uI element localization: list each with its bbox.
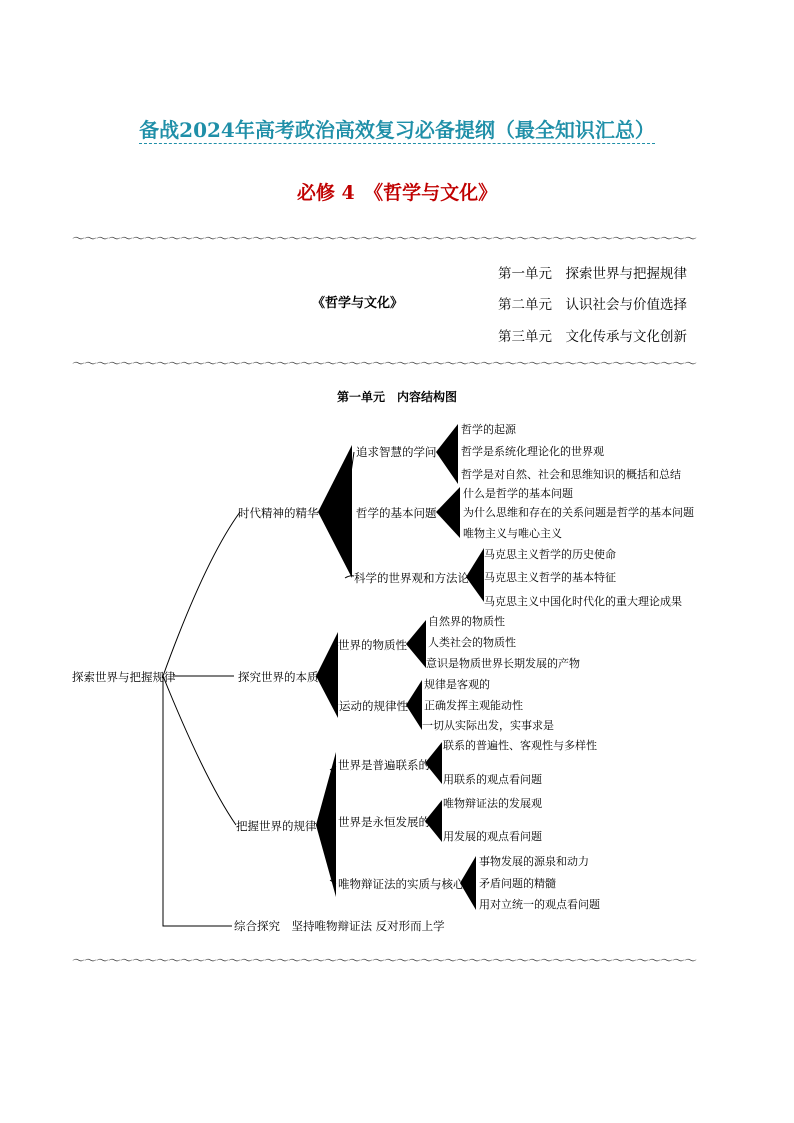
brace-essence: [316, 632, 338, 718]
wave-divider-middle: ～～～～～～～～～～～～～～～～～～～～～～～～～～～～～～～～～～～～～～～～～～～～～～～～～～～～: [72, 357, 697, 372]
leaf-material-2: 人类社会的物质性: [428, 636, 516, 649]
connector-root-law: [163, 676, 236, 825]
level1-law: 把握世界的规律: [236, 819, 317, 833]
leaf-connect-1: 联系的普遍性、客观性与多样性: [443, 739, 597, 752]
leaf-motion-3: 一切从实际出发，实事求是: [422, 719, 554, 732]
leaf-science-1: 马克思主义哲学的历史使命: [484, 548, 616, 561]
leaf-develop-1: 唯物辩证法的发展观: [443, 797, 542, 810]
brace-motion: [406, 680, 422, 730]
wave-divider-top: ～～～～～～～～～～～～～～～～～～～～～～～～～～～～～～～～～～～～～～～～～～～～～～～～～～～～: [72, 232, 697, 247]
leaf-wisdom-3: 哲学是对自然、社会和思维知识的概括和总结: [461, 468, 681, 481]
brace-basic: [436, 487, 460, 538]
document-title-text: 备战2024年高考政治高效复习必备提纲（最全知识汇总）: [139, 118, 655, 142]
brace-law: [316, 752, 336, 897]
brace-wisdom: [436, 424, 458, 484]
leaf-core-1: 事物发展的源泉和动力: [479, 855, 589, 868]
brace-era: [318, 445, 352, 578]
leaf-science-3: 马克思主义中国化时代化的重大理论成果: [484, 595, 682, 608]
leaf-material-3: 意识是物质世界长期发展的产物: [426, 657, 580, 670]
level1-essence: 探究世界的本质: [238, 670, 319, 684]
level2-basic: 哲学的基本问题: [356, 506, 437, 520]
level2-connect: 世界是普遍联系的: [338, 758, 430, 772]
wave-divider-bottom: ～～～～～～～～～～～～～～～～～～～～～～～～～～～～～～～～～～～～～～～～～～～～～～～～～～～～: [72, 954, 697, 969]
unit-item-2: 第二单元 认识社会与价值选择: [498, 297, 687, 313]
leaf-basic-3: 唯物主义与唯心主义: [463, 527, 562, 540]
level2-material: 世界的物质性: [338, 638, 407, 652]
level2-wisdom: 追求智慧的学问: [356, 445, 437, 459]
document-subtitle: 必修 4 《哲学与文化》: [296, 182, 498, 204]
leaf-basic-2: 为什么思维和存在的关系问题是哲学的基本问题: [463, 506, 694, 519]
level1-era: 时代精神的精华: [238, 506, 319, 520]
connector-root-extra: [163, 676, 232, 926]
diagram-title: 第一单元 内容结构图: [336, 390, 457, 404]
leaf-develop-2: 用发展的观点看问题: [443, 830, 542, 843]
leaf-core-2: 矛盾问题的精髓: [479, 877, 556, 890]
brace-material: [406, 620, 426, 668]
unit-item-1: 第一单元 探索世界与把握规律: [498, 266, 687, 282]
leaf-basic-1: 什么是哲学的基本问题: [463, 487, 573, 500]
level2-develop: 世界是永恒发展的: [338, 815, 430, 829]
root-node: 探索世界与把握规律: [72, 670, 176, 684]
leaf-science-2: 马克思主义哲学的基本特征: [484, 571, 616, 584]
leaf-connect-2: 用联系的观点看问题: [443, 773, 542, 786]
extra-topic: 综合探究 坚持唯物辩证法 反对形而上学: [234, 919, 445, 933]
unit-item-3: 第三单元 文化传承与文化创新: [498, 329, 687, 345]
leaf-wisdom-1: 哲学的起源: [461, 423, 516, 436]
book-label: 《哲学与文化》: [312, 296, 404, 311]
leaf-material-1: 自然界的物质性: [428, 615, 505, 628]
level2-science: 科学的世界观和方法论: [354, 571, 469, 585]
connector-root-era: [163, 512, 240, 676]
level2-core: 唯物辩证法的实质与核心: [338, 877, 465, 891]
leaf-wisdom-2: 哲学是系统化理论化的世界观: [461, 445, 604, 458]
leaf-motion-2: 正确发挥主观能动性: [424, 699, 523, 712]
leaf-motion-1: 规律是客观的: [424, 678, 490, 691]
level2-motion: 运动的规律性: [339, 699, 408, 713]
leaf-core-3: 用对立统一的观点看问题: [479, 898, 600, 911]
connector-era-science: [345, 576, 354, 578]
